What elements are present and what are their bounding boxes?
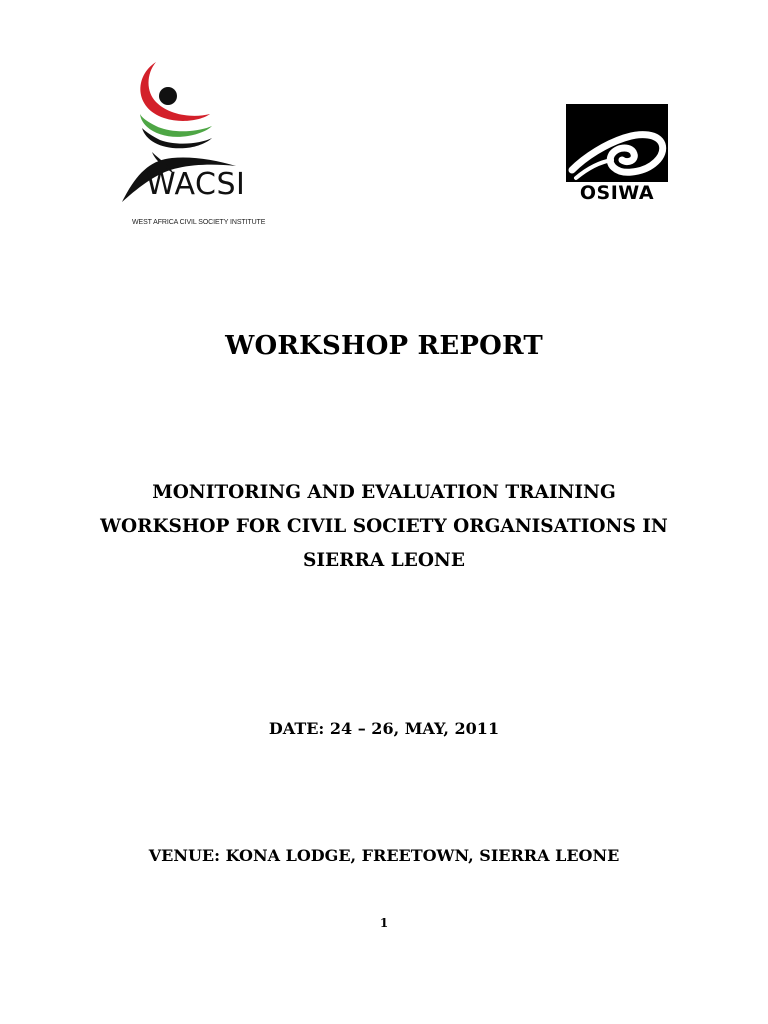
osiwa-logo-text: OSIWA bbox=[579, 182, 655, 204]
report-subtitle bbox=[60, 476, 708, 578]
subtitle-line-1: MONITORING AND EVALUATION TRAINING bbox=[152, 482, 616, 503]
subtitle-line-2: WORKSHOP FOR CIVIL SOCIETY ORGANISATIONS IN bbox=[100, 516, 668, 537]
report-date: DATE: 24 – 26, MAY, 2011 bbox=[268, 719, 500, 738]
wacsi-tagline: WEST AFRICA CIVIL SOCIETY INSTITUTE bbox=[132, 219, 266, 226]
page-number: 1 bbox=[379, 916, 389, 930]
wacsi-logo-text: WACSI bbox=[146, 167, 246, 202]
report-title: WORKSHOP REPORT bbox=[225, 331, 543, 361]
report-venue: VENUE: KONA LODGE, FREETOWN, SIERRA LEONE bbox=[148, 846, 620, 865]
subtitle-line-3: SIERRA LEONE bbox=[303, 550, 465, 571]
